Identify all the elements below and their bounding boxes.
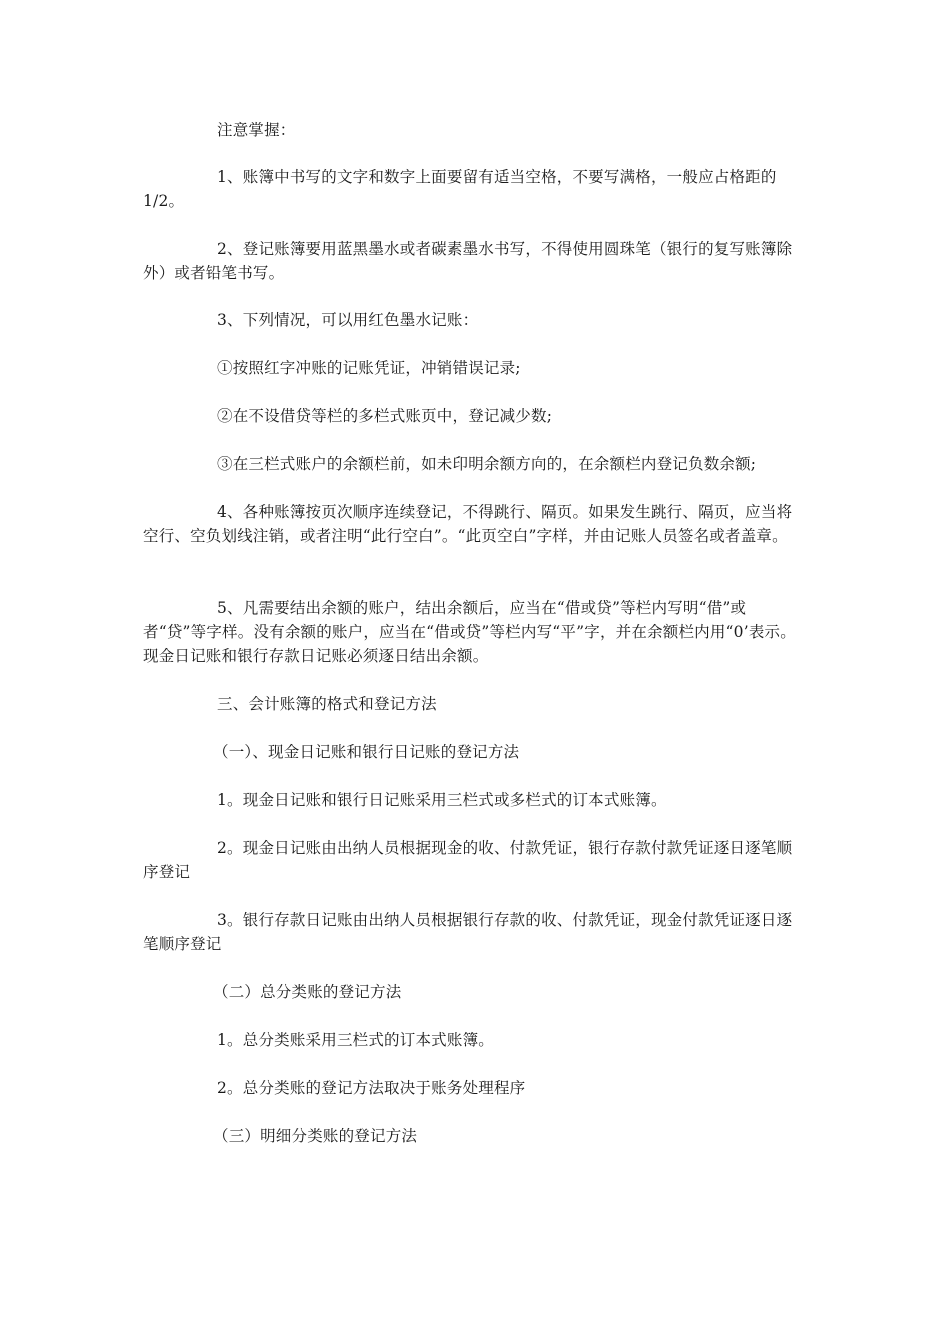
rule-item-2: 2、登记账簿要用蓝黑墨水或者碳素墨水书写，不得使用圆珠笔（银行的复写账簿除外）或者铅笔书写。 <box>143 240 793 282</box>
red-ink-case-2: ②在不设借贷等栏的多栏式账页中，登记减少数; <box>217 407 553 425</box>
general-ledger-item-1: 1。总分类账采用三栏式的订本式账簿。 <box>217 1031 494 1049</box>
red-ink-case-1: ①按照红字冲账的记账凭证，冲销错误记录; <box>217 359 521 377</box>
red-ink-case-3: ③在三栏式账户的余额栏前，如未印明余额方向的，在余额栏内登记负数余额; <box>217 455 757 473</box>
rule-item-5: 5、凡需要结出余额的账户，结出余额后，应当在“借或贷”等栏内写明“借”或者“贷”等字样。没有余额的账户，应当在“借或贷”等栏内写“平”字，并在余额栏内用“0’表示。现金日记账和银行存款日记账必须逐日结出余额。 <box>143 599 796 665</box>
section-heading-3: 三、会计账簿的格式和登记方法 <box>217 695 437 713</box>
rule-item-4: 4、各种账簿按页次顺序连续登记，不得跳行、隔页。如果发生跳行、隔页，应当将空行、空负划线注销，或者注明“此行空白”。“此页空白”字样，并由记账人员签名或者盖章。 <box>143 503 793 545</box>
cash-journal-item-1: 1。现金日记账和银行日记账采用三栏式或多栏式的订本式账簿。 <box>217 791 667 809</box>
bank-journal-item-3: 3。银行存款日记账由出纳人员根据银行存款的收、付款凭证，现金付款凭证逐日逐笔顺序登记 <box>143 911 793 953</box>
cash-journal-item-2: 2。现金日记账由出纳人员根据现金的收、付款凭证，银行存款付款凭证逐日逐笔顺序登记 <box>143 839 793 881</box>
subsection-heading-1: （一）、现金日记账和银行日记账的登记方法 <box>213 743 520 761</box>
subsection-heading-3: （三）明细分类账的登记方法 <box>213 1127 418 1145</box>
rule-item-3: 3、下列情况，可以用红色墨水记账： <box>217 311 479 329</box>
note-heading: 注意掌握： <box>217 121 296 139</box>
general-ledger-item-2: 2。总分类账的登记方法取决于账务处理程序 <box>217 1079 526 1097</box>
subsection-heading-2: （二）总分类账的登记方法 <box>213 983 402 1001</box>
rule-item-1: 1、账簿中书写的文字和数字上面要留有适当空格，不要写满格，一般应占格距的1/2。 <box>143 168 777 210</box>
